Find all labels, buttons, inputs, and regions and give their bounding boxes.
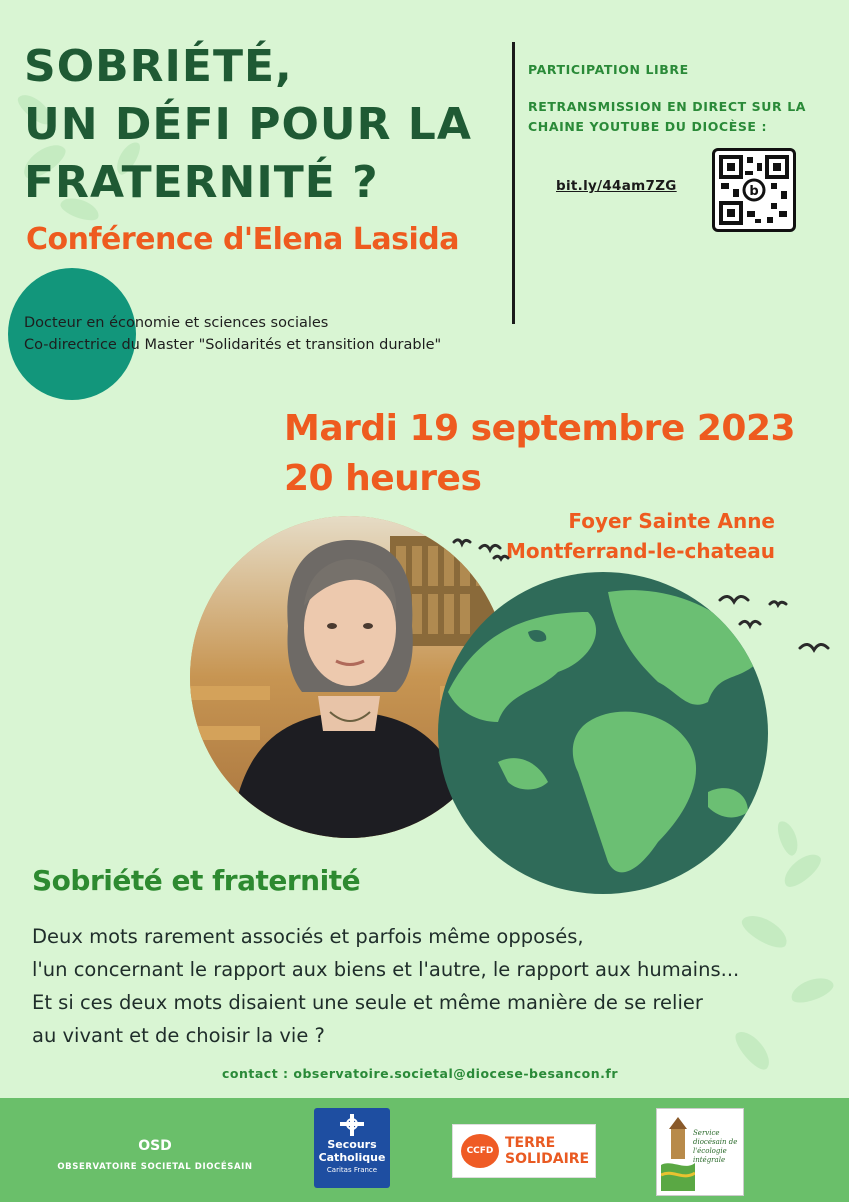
ccfd-terre-solidaire-logo[interactable]	[452, 1124, 596, 1178]
decorative-leaf	[779, 848, 826, 892]
ccfd-badge: CCFD	[461, 1134, 499, 1168]
diocese-ecology-logo[interactable]	[656, 1108, 744, 1196]
conference-subtitle: Conférence d'Elena Lasida	[26, 222, 460, 257]
description	[32, 920, 832, 1052]
date-text: Mardi 19 septembre 2023	[284, 408, 796, 449]
speaker-bio	[24, 312, 441, 356]
ccfd-text	[505, 1135, 589, 1167]
diocese-text: Service diocésain de l'écologie intégrale	[693, 1129, 738, 1164]
description-line: l'un concernant le rapport aux biens et l'autre, le rapport aux humains...	[32, 958, 740, 981]
broadcast-line: RETRANSMISSION EN DIRECT SUR LA	[528, 99, 807, 114]
church-icon	[661, 1115, 695, 1191]
secours-catholique-logo[interactable]	[314, 1108, 390, 1188]
description-line: Deux mots rarement associés et parfois même opposés,	[32, 925, 584, 948]
bio-line: Co-directrice du Master "Solidarités et transition durable"	[24, 337, 442, 353]
secours-line: Secours	[327, 1138, 377, 1151]
svg-text:b: b	[749, 184, 759, 199]
cross-icon	[340, 1114, 364, 1136]
bio-line: Docteur en économie et sciences sociales	[24, 315, 329, 331]
venue-line: Montferrand-le-chateau	[506, 539, 775, 563]
page-title: SOBRIÉTÉ, UN DÉFI POUR LA FRATERNITÉ ?	[24, 41, 472, 208]
secours-line: Catholique	[318, 1151, 386, 1164]
broadcast-line: CHAINE YOUTUBE DU DIOCÈSE :	[528, 119, 768, 134]
section-title: Sobriété et fraternité	[32, 864, 361, 897]
secours-line: Caritas France	[326, 1166, 378, 1174]
qr-code[interactable]	[712, 148, 796, 232]
ccfd-line: TERRE	[505, 1135, 556, 1151]
description-line: Et si ces deux mots disaient une seule et même manière de se relier	[32, 991, 703, 1014]
venue-line: Foyer Sainte Anne	[568, 509, 775, 533]
ccfd-line: SOLIDAIRE	[505, 1151, 590, 1167]
decorative-leaf	[774, 818, 801, 857]
contact-email[interactable]: contact : observatoire.societal@diocese-besancon.fr	[222, 1066, 618, 1081]
event-date	[284, 404, 795, 504]
vertical-divider	[512, 42, 515, 324]
osd-short: OSD	[138, 1138, 172, 1154]
osd-full: OBSERVATOIRE SOCIETAL DIOCÉSAIN	[57, 1162, 253, 1172]
time-text: 20 heures	[284, 458, 482, 499]
participation-label: PARTICIPATION LIBRE	[528, 62, 689, 77]
birds-decoration	[440, 528, 840, 668]
description-line: au vivant et de choisir la vie ?	[32, 1024, 325, 1047]
broadcast-info	[528, 97, 806, 137]
youtube-link[interactable]: bit.ly/44am7ZG	[556, 178, 677, 194]
osd-label	[40, 1138, 270, 1172]
qr-code-icon	[715, 151, 793, 229]
